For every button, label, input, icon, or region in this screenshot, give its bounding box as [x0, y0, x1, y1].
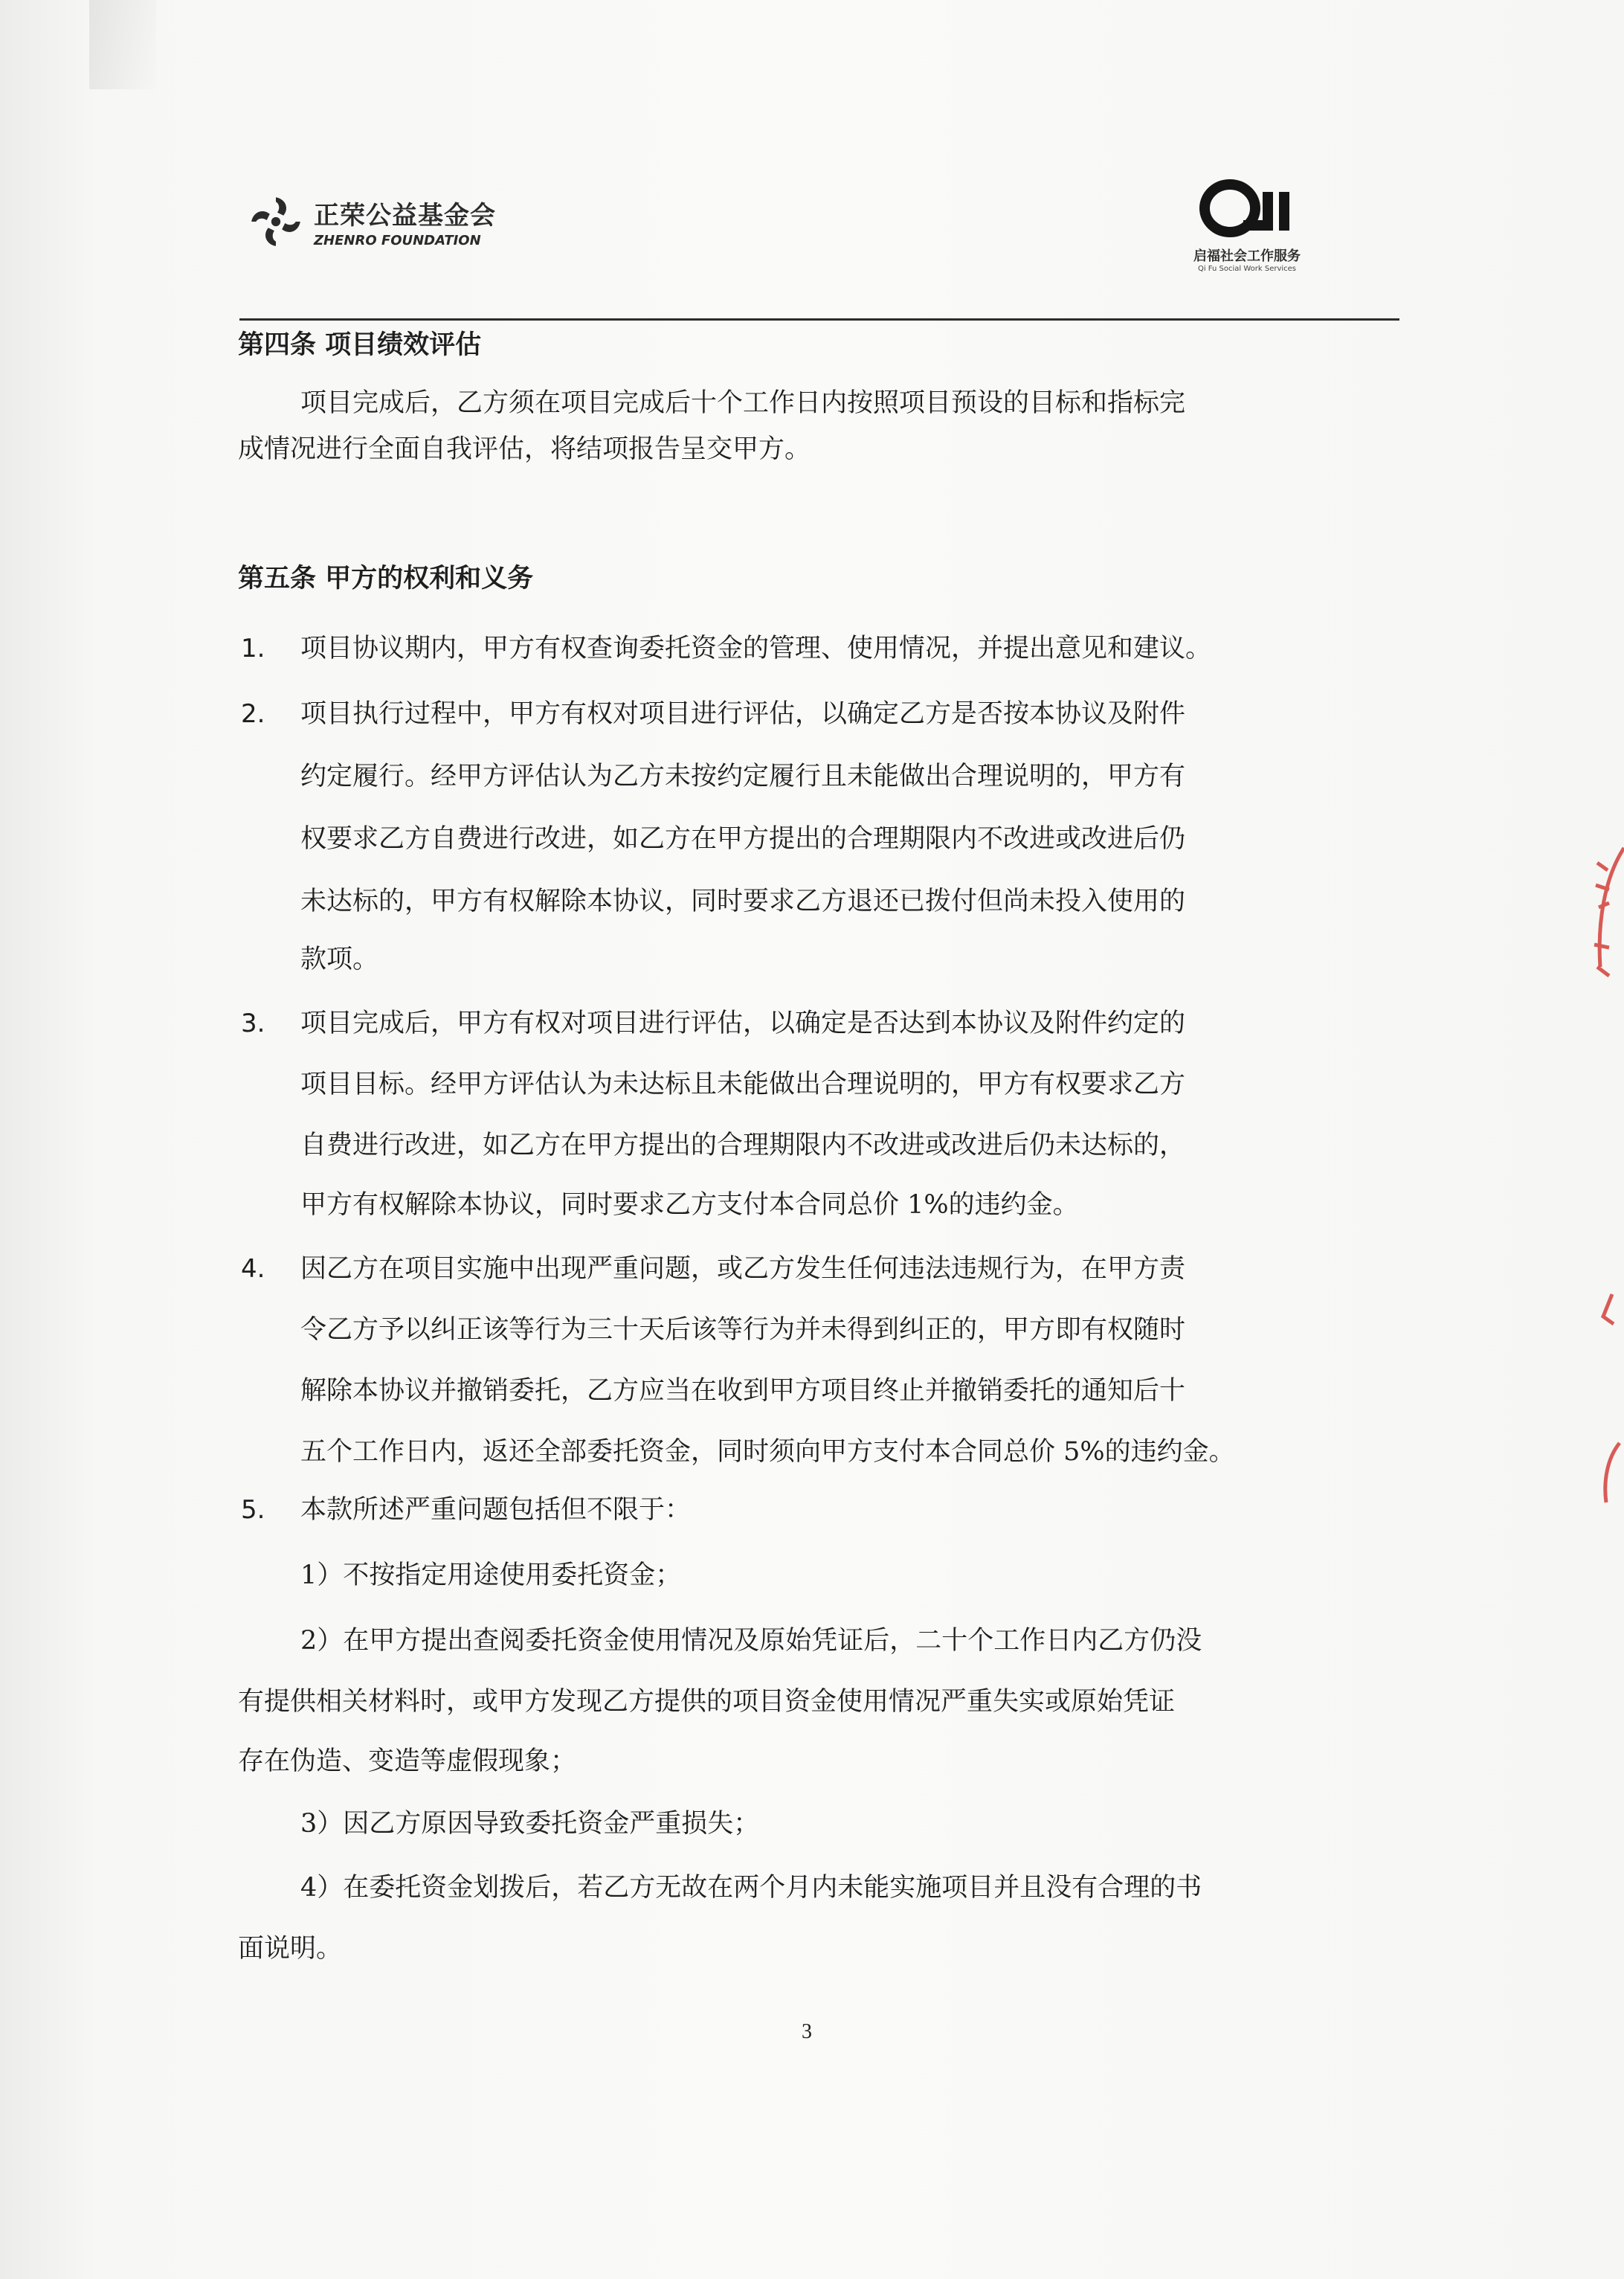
item-line: 项目目标。经甲方评估认为未达标且未能做出合理说明的，甲方有权要求乙方 [300, 1070, 1186, 1099]
subitem-line: 面说明。 [238, 1934, 343, 1964]
qifu-logo [1169, 176, 1325, 273]
article4-line: 成情况进行全面自我评估，将结项报告呈交甲方。 [238, 434, 811, 464]
page-curl-shadow [89, 0, 156, 89]
item-line: 本款所述严重问题包括但不限于： [300, 1495, 692, 1525]
article5-title: 第五条 甲方的权利和义务 [238, 563, 534, 594]
zhenro-foundation-logo [245, 192, 496, 251]
page-number: 3 [802, 2020, 812, 2043]
item-line: 项目完成后，甲方有权对项目进行评估，以确定是否达到本协议及附件约定的 [300, 1009, 1186, 1038]
right-logo-name-cn: 启福社会工作服务 [1193, 248, 1301, 264]
item-line: 五个工作日内，返还全部委托资金，同时须向甲方支付本合同总价 5%的违约金。 [300, 1437, 1235, 1467]
item-line: 项目执行过程中，甲方有权对项目进行评估，以确定乙方是否按本协议及附件 [300, 699, 1186, 729]
item-line: 约定履行。经甲方评估认为乙方未按约定履行且未能做出合理说明的，甲方有 [300, 762, 1186, 791]
item-line: 未达标的，甲方有权解除本协议，同时要求乙方退还已拨付但尚未投入使用的 [300, 887, 1186, 916]
left-logo-name-en: ZHENRO FOUNDATION [314, 233, 481, 248]
article4-line: 项目完成后，乙方须在项目完成后十个工作日内按照项目预设的目标和指标完 [300, 388, 1186, 418]
subitem-line: 有提供相关材料时，或甲方发现乙方提供的项目资金使用情况严重失实或原始凭证 [238, 1687, 1176, 1717]
subitem-line: 2）在甲方提出查阅委托资金使用情况及原始凭证后，二十个工作日内乙方仍没 [300, 1626, 1202, 1656]
item-line: 款项。 [300, 945, 379, 974]
item-number: 1. [241, 634, 265, 663]
item-line: 项目协议期内，甲方有权查询委托资金的管理、使用情况，并提出意见和建议。 [300, 634, 1212, 663]
item-line: 甲方有权解除本协议，同时要求乙方支付本合同总价 1%的违约金。 [300, 1190, 1079, 1220]
item-line: 自费进行改进，如乙方在甲方提出的合理期限内不改进或改进后仍未达标的， [300, 1131, 1186, 1160]
subitem-line: 4）在委托资金划拨后，若乙方无故在两个月内未能实施项目并且没有合理的书 [300, 1873, 1202, 1903]
subitem-line: 存在伪造、变造等虚假现象； [238, 1746, 577, 1776]
subitem-line: 3）因乙方原因导致委托资金严重损失； [300, 1809, 760, 1839]
header-rule [239, 318, 1399, 321]
item-line: 令乙方予以纠正该等行为三十天后该等行为并未得到纠正的，甲方即有权随时 [300, 1315, 1186, 1345]
item-number: 5. [241, 1495, 265, 1525]
article4-title: 第四条 项目绩效评估 [238, 330, 482, 360]
red-seal-stamp-fragment [1590, 833, 1624, 1517]
item-line: 解除本协议并撤销委托，乙方应当在收到甲方项目终止并撤销委托的通知后十 [300, 1376, 1186, 1406]
left-logo-name-cn: 正荣公益基金会 [314, 201, 496, 231]
right-logo-name-en: Qi Fu Social Work Services [1197, 265, 1297, 273]
item-number: 2. [241, 699, 265, 729]
qf-logo-icon [1191, 176, 1303, 242]
item-line: 权要求乙方自费进行改进，如乙方在甲方提出的合理期限内不改进或改进后仍 [300, 824, 1186, 854]
pinwheel-logo-icon [245, 191, 306, 252]
item-line: 因乙方在项目实施中出现严重问题，或乙方发生任何违法违规行为，在甲方责 [300, 1254, 1186, 1284]
subitem-line: 1）不按指定用途使用委托资金； [300, 1560, 682, 1590]
item-number: 4. [241, 1254, 265, 1284]
item-number: 3. [241, 1009, 265, 1038]
